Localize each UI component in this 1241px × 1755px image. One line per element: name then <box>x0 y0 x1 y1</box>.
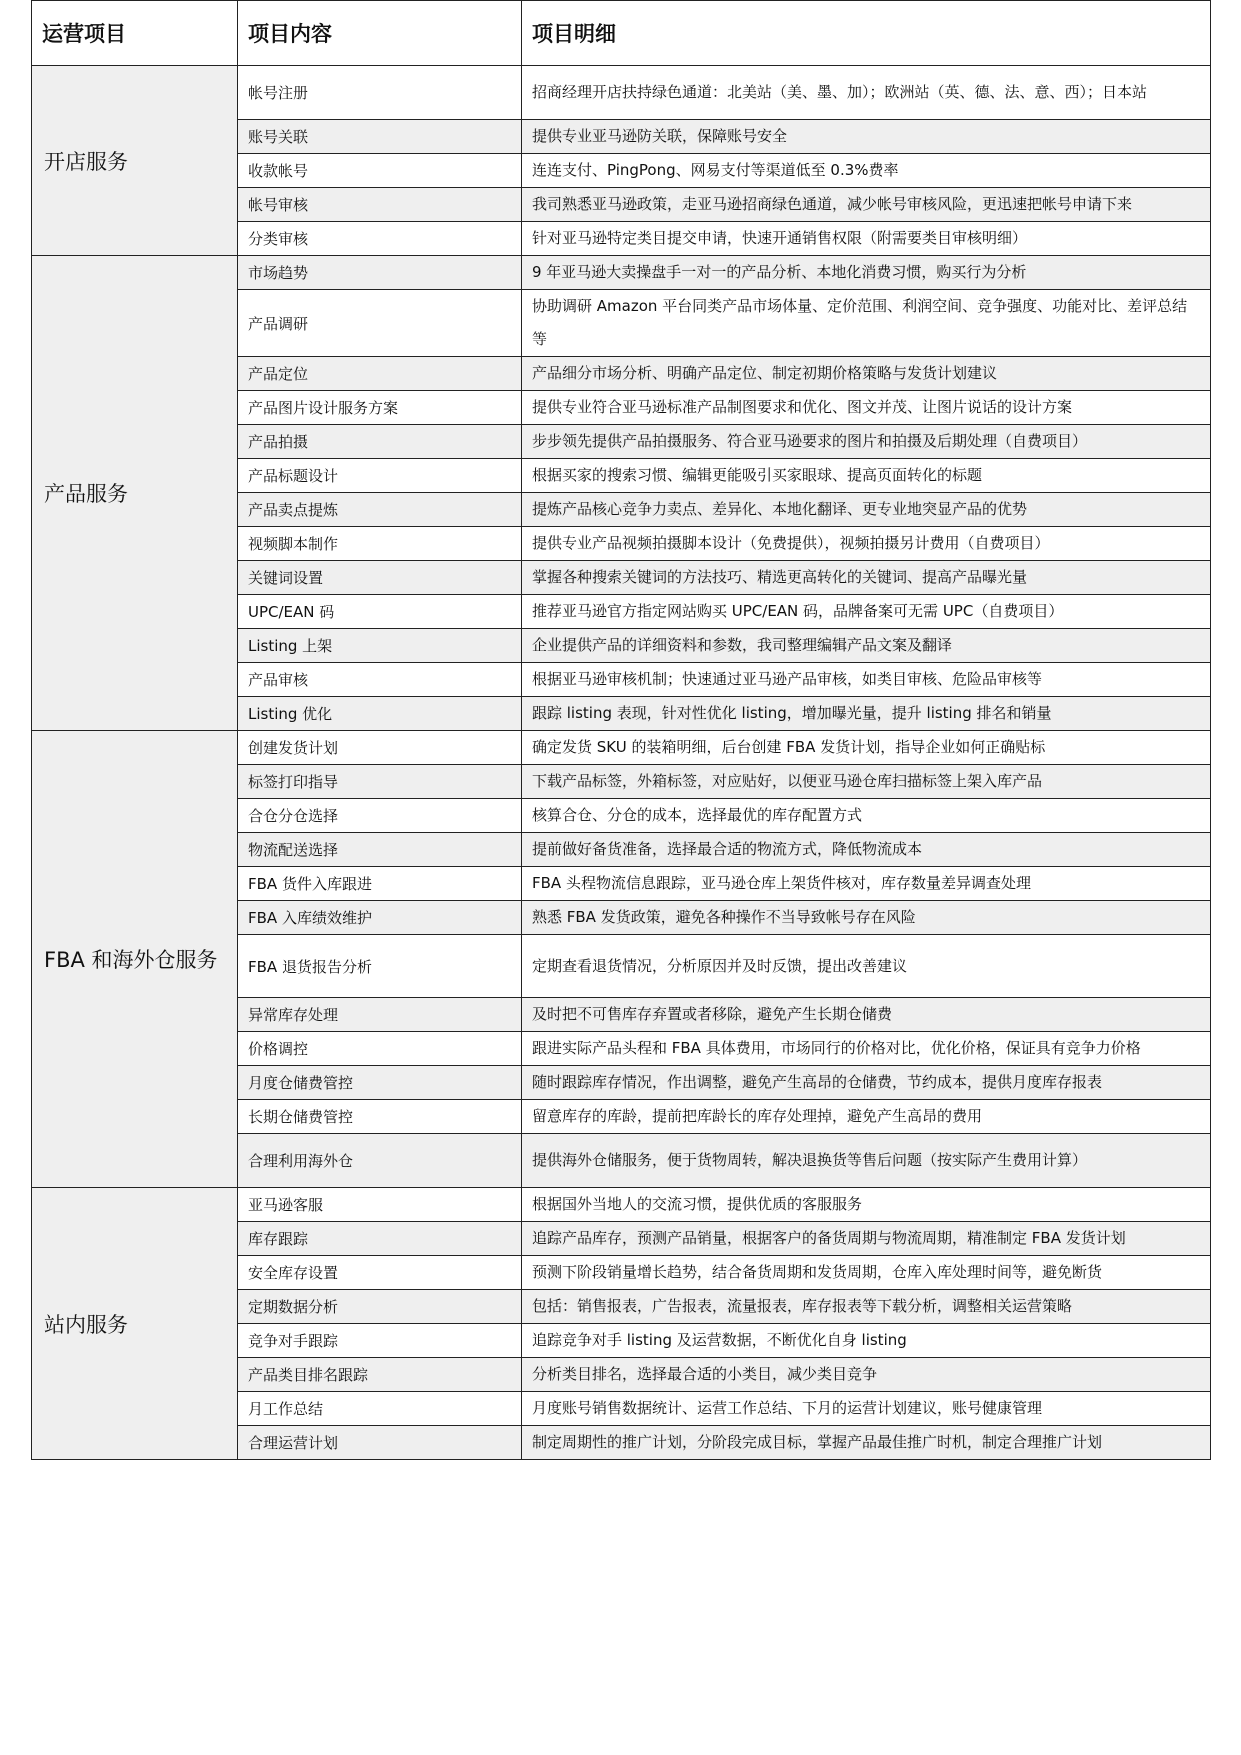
table-row <box>32 1188 1211 1222</box>
detail-cell: 针对亚马逊特定类目提交申请，快速开通销售权限（附需要类目审核明细） <box>522 222 1211 256</box>
item-cell: 产品卖点提炼 <box>238 493 522 527</box>
detail-cell: 随时跟踪库存情况，作出调整，避免产生高昂的仓储费，节约成本，提供月度库存报表 <box>522 1066 1211 1100</box>
item-cell: UPC/EAN 码 <box>238 595 522 629</box>
item-cell: 产品标题设计 <box>238 459 522 493</box>
item-cell: 定期数据分析 <box>238 1290 522 1324</box>
category-cell-on-site: 站内服务 <box>32 1188 238 1460</box>
detail-cell: 留意库存的库龄，提前把库龄长的库存处理掉，避免产生高昂的费用 <box>522 1100 1211 1134</box>
detail-cell: 核算合仓、分仓的成本，选择最优的库存配置方式 <box>522 799 1211 833</box>
item-cell: 收款帐号 <box>238 154 522 188</box>
detail-cell: 掌握各种搜索关键词的方法技巧、精选更高转化的关键词、提高产品曝光量 <box>522 561 1211 595</box>
detail-cell: 提供专业符合亚马逊标准产品制图要求和优化、图文并茂、让图片说话的设计方案 <box>522 391 1211 425</box>
item-cell: 产品类目排名跟踪 <box>238 1358 522 1392</box>
item-cell: Listing 优化 <box>238 697 522 731</box>
operations-service-table <box>31 0 1210 1460</box>
detail-cell: 分析类目排名，选择最合适的小类目，减少类目竞争 <box>522 1358 1211 1392</box>
detail-cell: 下载产品标签，外箱标签，对应贴好，以便亚马逊仓库扫描标签上架入库产品 <box>522 765 1211 799</box>
detail-cell: 根据国外当地人的交流习惯，提供优质的客服服务 <box>522 1188 1211 1222</box>
detail-cell: 追踪竞争对手 listing 及运营数据，不断优化自身 listing <box>522 1324 1211 1358</box>
detail-cell: 9 年亚马逊大卖操盘手一对一的产品分析、本地化消费习惯，购买行为分析 <box>522 256 1211 290</box>
detail-cell: 确定发货 SKU 的装箱明细，后台创建 FBA 发货计划，指导企业如何正确贴标 <box>522 731 1211 765</box>
detail-cell: 制定周期性的推广计划，分阶段完成目标，掌握产品最佳推广时机，制定合理推广计划 <box>522 1426 1211 1460</box>
item-cell: 安全库存设置 <box>238 1256 522 1290</box>
detail-cell: 定期查看退货情况，分析原因并及时反馈，提出改善建议 <box>522 935 1211 998</box>
detail-cell: 预测下阶段销量增长趋势，结合备货周期和发货周期，仓库入库处理时间等，避免断货 <box>522 1256 1211 1290</box>
detail-cell: 协助调研 Amazon 平台同类产品市场体量、定价范围、利润空间、竞争强度、功能对比、差评总结等 <box>522 290 1211 357</box>
detail-cell: 月度账号销售数据统计、运营工作总结、下月的运营计划建议，账号健康管理 <box>522 1392 1211 1426</box>
item-cell: 帐号审核 <box>238 188 522 222</box>
item-cell: 长期仓储费管控 <box>238 1100 522 1134</box>
detail-cell: 提供专业产品视频拍摄脚本设计（免费提供），视频拍摄另计费用（自费项目） <box>522 527 1211 561</box>
detail-cell: FBA 头程物流信息跟踪，亚马逊仓库上架货件核对，库存数量差异调查处理 <box>522 867 1211 901</box>
detail-cell: 产品细分市场分析、明确产品定位、制定初期价格策略与发货计划建议 <box>522 357 1211 391</box>
item-cell: 合理利用海外仓 <box>238 1134 522 1188</box>
detail-cell: 提供专业亚马逊防关联，保障账号安全 <box>522 120 1211 154</box>
item-cell: 亚马逊客服 <box>238 1188 522 1222</box>
item-cell: FBA 货件入库跟进 <box>238 867 522 901</box>
detail-cell: 根据亚马逊审核机制；快速通过亚马逊产品审核，如类目审核、危险品审核等 <box>522 663 1211 697</box>
detail-cell: 企业提供产品的详细资料和参数，我司整理编辑产品文案及翻译 <box>522 629 1211 663</box>
item-cell: 产品审核 <box>238 663 522 697</box>
item-cell: 月度仓储费管控 <box>238 1066 522 1100</box>
category-cell-product: 产品服务 <box>32 256 238 731</box>
item-cell: 月工作总结 <box>238 1392 522 1426</box>
table-row <box>32 731 1211 765</box>
header-item: 项目内容 <box>238 1 522 66</box>
item-cell: FBA 入库绩效维护 <box>238 901 522 935</box>
service-table <box>31 0 1211 1460</box>
detail-cell: 跟进实际产品头程和 FBA 具体费用，市场同行的价格对比，优化价格，保证具有竞争力价格 <box>522 1032 1211 1066</box>
item-cell: 产品调研 <box>238 290 522 357</box>
detail-cell: 及时把不可售库存弃置或者移除，避免产生长期仓储费 <box>522 998 1211 1032</box>
item-cell: 帐号注册 <box>238 66 522 120</box>
detail-cell: 招商经理开店扶持绿色通道：北美站（美、墨、加）；欧洲站（英、德、法、意、西）；日本站 <box>522 66 1211 120</box>
item-cell: 产品拍摄 <box>238 425 522 459</box>
item-cell: 分类审核 <box>238 222 522 256</box>
detail-cell: 步步领先提供产品拍摄服务、符合亚马逊要求的图片和拍摄及后期处理（自费项目） <box>522 425 1211 459</box>
item-cell: 物流配送选择 <box>238 833 522 867</box>
table-row <box>32 256 1211 290</box>
detail-cell: 根据买家的搜索习惯、编辑更能吸引买家眼球、提高页面转化的标题 <box>522 459 1211 493</box>
detail-cell: 跟踪 listing 表现，针对性优化 listing，增加曝光量，提升 listing 排名和销量 <box>522 697 1211 731</box>
item-cell: FBA 退货报告分析 <box>238 935 522 998</box>
category-cell-shop-opening: 开店服务 <box>32 66 238 256</box>
item-cell: 关键词设置 <box>238 561 522 595</box>
item-cell: 产品图片设计服务方案 <box>238 391 522 425</box>
header-category: 运营项目 <box>32 1 238 66</box>
detail-cell: 我司熟悉亚马逊政策，走亚马逊招商绿色通道，减少帐号审核风险，更迅速把帐号申请下来 <box>522 188 1211 222</box>
table-row <box>32 66 1211 120</box>
detail-cell: 熟悉 FBA 发货政策，避免各种操作不当导致帐号存在风险 <box>522 901 1211 935</box>
header-detail: 项目明细 <box>522 1 1211 66</box>
item-cell: 合理运营计划 <box>238 1426 522 1460</box>
item-cell: 价格调控 <box>238 1032 522 1066</box>
detail-cell: 推荐亚马逊官方指定网站购买 UPC/EAN 码，品牌备案可无需 UPC（自费项目） <box>522 595 1211 629</box>
item-cell: 异常库存处理 <box>238 998 522 1032</box>
detail-cell: 包括：销售报表，广告报表，流量报表，库存报表等下载分析，调整相关运营策略 <box>522 1290 1211 1324</box>
item-cell: 创建发货计划 <box>238 731 522 765</box>
item-cell: 账号关联 <box>238 120 522 154</box>
item-cell: 竞争对手跟踪 <box>238 1324 522 1358</box>
item-cell: 库存跟踪 <box>238 1222 522 1256</box>
detail-cell: 提供海外仓储服务，便于货物周转，解决退换货等售后问题（按实际产生费用计算） <box>522 1134 1211 1188</box>
table-header-row <box>32 1 1211 66</box>
item-cell: 产品定位 <box>238 357 522 391</box>
item-cell: 视频脚本制作 <box>238 527 522 561</box>
detail-cell: 连连支付、PingPong、网易支付等渠道低至 0.3%费率 <box>522 154 1211 188</box>
category-cell-fba: FBA 和海外仓服务 <box>32 731 238 1188</box>
detail-cell: 提炼产品核心竞争力卖点、差异化、本地化翻译、更专业地突显产品的优势 <box>522 493 1211 527</box>
detail-cell: 追踪产品库存，预测产品销量，根据客户的备货周期与物流周期，精准制定 FBA 发货计划 <box>522 1222 1211 1256</box>
item-cell: 标签打印指导 <box>238 765 522 799</box>
item-cell: 合仓分仓选择 <box>238 799 522 833</box>
detail-cell: 提前做好备货准备，选择最合适的物流方式，降低物流成本 <box>522 833 1211 867</box>
item-cell: Listing 上架 <box>238 629 522 663</box>
item-cell: 市场趋势 <box>238 256 522 290</box>
